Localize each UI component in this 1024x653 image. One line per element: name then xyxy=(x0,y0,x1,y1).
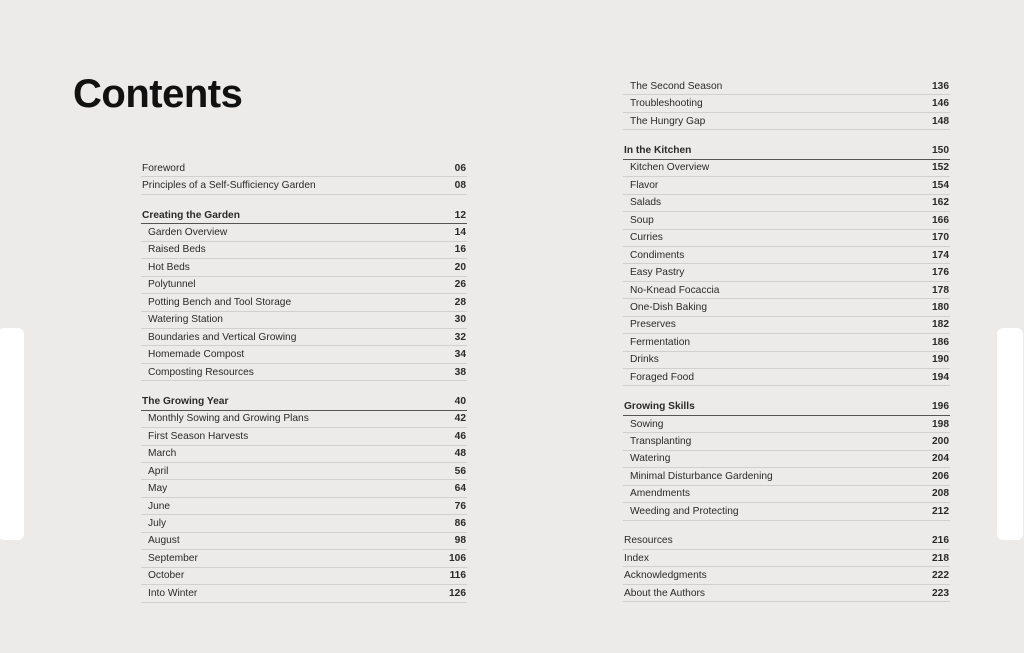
toc-entry-label: Preserves xyxy=(630,319,676,331)
toc-entry-label: Foreword xyxy=(142,162,186,174)
section-gap xyxy=(141,195,467,207)
toc-entry[interactable] xyxy=(623,195,950,212)
toc-page-number: 204 xyxy=(932,453,949,465)
toc-entry-label: June xyxy=(148,500,171,512)
toc-entry-label: Condiments xyxy=(630,249,685,261)
toc-entry-label: Composting Resources xyxy=(148,366,254,378)
toc-page-number: 28 xyxy=(454,296,466,308)
toc-page-number: 116 xyxy=(449,570,466,582)
toc-page-number: 166 xyxy=(932,214,949,226)
toc-page-number: 178 xyxy=(932,284,949,296)
toc-entry-label: Flavor xyxy=(630,179,659,191)
toc-page-number: 154 xyxy=(932,179,949,191)
toc-page-number: 174 xyxy=(932,249,949,261)
toc-page-number: 150 xyxy=(932,145,949,157)
toc-page-number: 208 xyxy=(932,488,949,500)
toc-entry[interactable] xyxy=(141,259,467,276)
toc-entry-label: Foraged Food xyxy=(630,371,694,383)
toc-entry[interactable] xyxy=(141,411,467,428)
toc-entry[interactable] xyxy=(141,446,467,463)
section-gap xyxy=(623,130,950,142)
toc-entry-label: Acknowledgments xyxy=(624,570,707,582)
toc-page-number: 216 xyxy=(932,535,949,547)
toc-entry[interactable] xyxy=(141,177,467,194)
toc-entry-label: July xyxy=(148,518,167,530)
toc-page-number: 106 xyxy=(449,552,466,564)
toc-page-number: 212 xyxy=(932,505,949,517)
toc-entry[interactable] xyxy=(141,585,467,602)
toc-page-number: 198 xyxy=(932,418,949,430)
toc-entry-label: In the Kitchen xyxy=(624,145,692,157)
toc-entry[interactable] xyxy=(623,486,950,503)
toc-entry-label: September xyxy=(148,552,198,564)
toc-entry[interactable] xyxy=(141,224,467,241)
toc-entry-label: One-Dish Baking xyxy=(630,301,708,313)
toc-entry-label: Watering xyxy=(630,453,671,465)
toc-entry[interactable] xyxy=(141,329,467,346)
toc-page-number: 194 xyxy=(932,371,949,383)
toc-page-number: 170 xyxy=(932,232,949,244)
toc-page-number: 64 xyxy=(454,483,466,495)
toc-page-number: 182 xyxy=(932,319,949,331)
toc-page-number: 146 xyxy=(932,98,949,110)
toc-entry[interactable] xyxy=(141,533,467,550)
toc-page-number: 148 xyxy=(932,115,949,127)
toc-page-number: 206 xyxy=(932,470,949,482)
toc-section-heading[interactable] xyxy=(623,398,950,415)
toc-section-heading[interactable] xyxy=(623,142,950,159)
toc-page-number: 176 xyxy=(932,267,949,279)
toc-entry-label: Raised Beds xyxy=(148,244,206,256)
toc-entry-label: About the Authors xyxy=(624,587,705,599)
toc-page-number: 76 xyxy=(454,500,466,512)
toc-page-number: 48 xyxy=(454,448,466,460)
toc-page-number: 162 xyxy=(932,197,949,209)
toc-entry-label: Into Winter xyxy=(148,587,198,599)
toc-entry[interactable] xyxy=(141,294,467,311)
page-edge-tab-left xyxy=(0,328,24,540)
toc-entry[interactable] xyxy=(141,463,467,480)
toc-entry-label: Resources xyxy=(624,535,673,547)
toc-page-number: 200 xyxy=(932,436,949,448)
toc-entry[interactable] xyxy=(623,282,950,299)
toc-entry[interactable] xyxy=(141,515,467,532)
toc-page-number: 12 xyxy=(454,209,466,221)
toc-entry[interactable] xyxy=(141,480,467,497)
toc-entry-label: Boundaries and Vertical Growing xyxy=(148,331,297,343)
toc-entry-label: Growing Skills xyxy=(624,401,695,413)
toc-entry[interactable] xyxy=(623,177,950,194)
toc-page-number: 34 xyxy=(454,349,466,361)
toc-page-number: 06 xyxy=(454,162,466,174)
toc-entry[interactable] xyxy=(141,364,467,381)
toc-entry-label: Monthly Sowing and Growing Plans xyxy=(148,413,309,425)
toc-entry[interactable] xyxy=(623,95,950,112)
page-edge-tab-right xyxy=(997,328,1023,540)
toc-entry-label: The Hungry Gap xyxy=(630,115,706,127)
toc-entry[interactable] xyxy=(623,78,950,95)
toc-right-column xyxy=(623,78,950,602)
toc-entry-label: Salads xyxy=(630,197,662,209)
toc-entry-label: Soup xyxy=(630,214,654,226)
toc-entry-label: First Season Harvests xyxy=(148,430,249,442)
toc-entry[interactable] xyxy=(623,451,950,468)
toc-entry-label: Transplanting xyxy=(630,436,692,448)
toc-page-number: 20 xyxy=(454,261,466,273)
toc-entry-label: Garden Overview xyxy=(148,227,228,239)
toc-page-number: 16 xyxy=(454,244,466,256)
toc-entry[interactable] xyxy=(141,160,467,177)
toc-entry[interactable] xyxy=(623,369,950,386)
toc-entry[interactable] xyxy=(623,585,950,602)
toc-entry-label: May xyxy=(148,483,168,495)
toc-entry[interactable] xyxy=(141,428,467,445)
section-gap xyxy=(141,381,467,393)
toc-entry[interactable] xyxy=(623,113,950,130)
toc-entry-label: Sowing xyxy=(630,418,664,430)
toc-entry-label: Creating the Garden xyxy=(142,209,240,221)
toc-entry[interactable] xyxy=(623,533,950,550)
toc-entry[interactable] xyxy=(141,550,467,567)
toc-entry-label: March xyxy=(148,448,177,460)
toc-entry[interactable] xyxy=(623,503,950,520)
toc-entry[interactable] xyxy=(623,299,950,316)
toc-entry[interactable] xyxy=(623,247,950,264)
toc-entry[interactable] xyxy=(623,468,950,485)
toc-page-number: 38 xyxy=(454,366,466,378)
toc-entry-label: Fermentation xyxy=(630,336,691,348)
toc-entry-label: The Growing Year xyxy=(142,395,229,407)
toc-entry-label: Easy Pastry xyxy=(630,267,685,279)
toc-entry[interactable] xyxy=(623,567,950,584)
toc-entry-label: Homemade Compost xyxy=(148,349,245,361)
toc-entry[interactable] xyxy=(623,230,950,247)
toc-entry-label: Watering Station xyxy=(148,314,223,326)
toc-page-number: 190 xyxy=(932,354,949,366)
toc-left-column xyxy=(141,160,467,603)
toc-entry[interactable] xyxy=(141,346,467,363)
toc-entry-label: April xyxy=(148,465,169,477)
toc-entry-label: Kitchen Overview xyxy=(630,162,710,174)
toc-entry-label: The Second Season xyxy=(630,80,723,92)
toc-entry[interactable] xyxy=(623,550,950,567)
toc-entry[interactable] xyxy=(623,352,950,369)
toc-page-number: 30 xyxy=(454,314,466,326)
toc-entry[interactable] xyxy=(141,277,467,294)
section-gap xyxy=(623,521,950,533)
toc-page-number: 26 xyxy=(454,279,466,291)
toc-page-number: 223 xyxy=(932,587,949,599)
toc-entry-label: Troubleshooting xyxy=(630,98,703,110)
section-gap xyxy=(623,386,950,398)
toc-page-number: 42 xyxy=(454,413,466,425)
toc-page-number: 56 xyxy=(454,465,466,477)
toc-page-number: 98 xyxy=(454,535,466,547)
toc-entry[interactable] xyxy=(623,212,950,229)
toc-entry-label: August xyxy=(148,535,180,547)
toc-entry[interactable] xyxy=(141,568,467,585)
toc-page-number: 218 xyxy=(932,552,949,564)
toc-page-number: 126 xyxy=(449,587,466,599)
toc-entry[interactable] xyxy=(623,433,950,450)
toc-page-number: 186 xyxy=(932,336,949,348)
toc-entry-label: Potting Bench and Tool Storage xyxy=(148,296,292,308)
toc-entry[interactable] xyxy=(141,242,467,259)
toc-entry-label: October xyxy=(148,570,185,582)
toc-entry[interactable] xyxy=(623,334,950,351)
toc-entry-label: Hot Beds xyxy=(148,261,190,273)
page-title: Contents xyxy=(73,72,243,116)
toc-entry[interactable] xyxy=(623,264,950,281)
toc-section-heading[interactable] xyxy=(141,207,467,224)
toc-entry-label: Index xyxy=(624,552,649,564)
toc-page-number: 14 xyxy=(454,227,466,239)
toc-entry-label: Polytunnel xyxy=(148,279,196,291)
toc-entry-label: Weeding and Protecting xyxy=(630,505,739,517)
toc-entry-label: Minimal Disturbance Gardening xyxy=(630,470,773,482)
toc-page-number: 196 xyxy=(932,401,949,413)
toc-entry[interactable] xyxy=(623,160,950,177)
toc-page-number: 08 xyxy=(454,180,466,192)
toc-page-number: 46 xyxy=(454,430,466,442)
toc-entry[interactable] xyxy=(623,317,950,334)
toc-entry-label: Curries xyxy=(630,232,663,244)
toc-page-number: 152 xyxy=(932,162,949,174)
toc-entry[interactable] xyxy=(623,416,950,433)
toc-page-number: 222 xyxy=(932,570,949,582)
toc-entry-label: No-Knead Focaccia xyxy=(630,284,720,296)
toc-entry-label: Amendments xyxy=(630,488,691,500)
toc-page-number: 136 xyxy=(932,80,949,92)
toc-entry-label: Principles of a Self-Sufficiency Garden xyxy=(142,180,316,192)
toc-entry[interactable] xyxy=(141,312,467,329)
toc-section-heading[interactable] xyxy=(141,393,467,410)
toc-page-number: 40 xyxy=(454,395,466,407)
toc-entry-label: Drinks xyxy=(630,354,659,366)
toc-page-number: 32 xyxy=(454,331,466,343)
toc-page-number: 180 xyxy=(932,301,949,313)
toc-entry[interactable] xyxy=(141,498,467,515)
toc-page-number: 86 xyxy=(454,518,466,530)
